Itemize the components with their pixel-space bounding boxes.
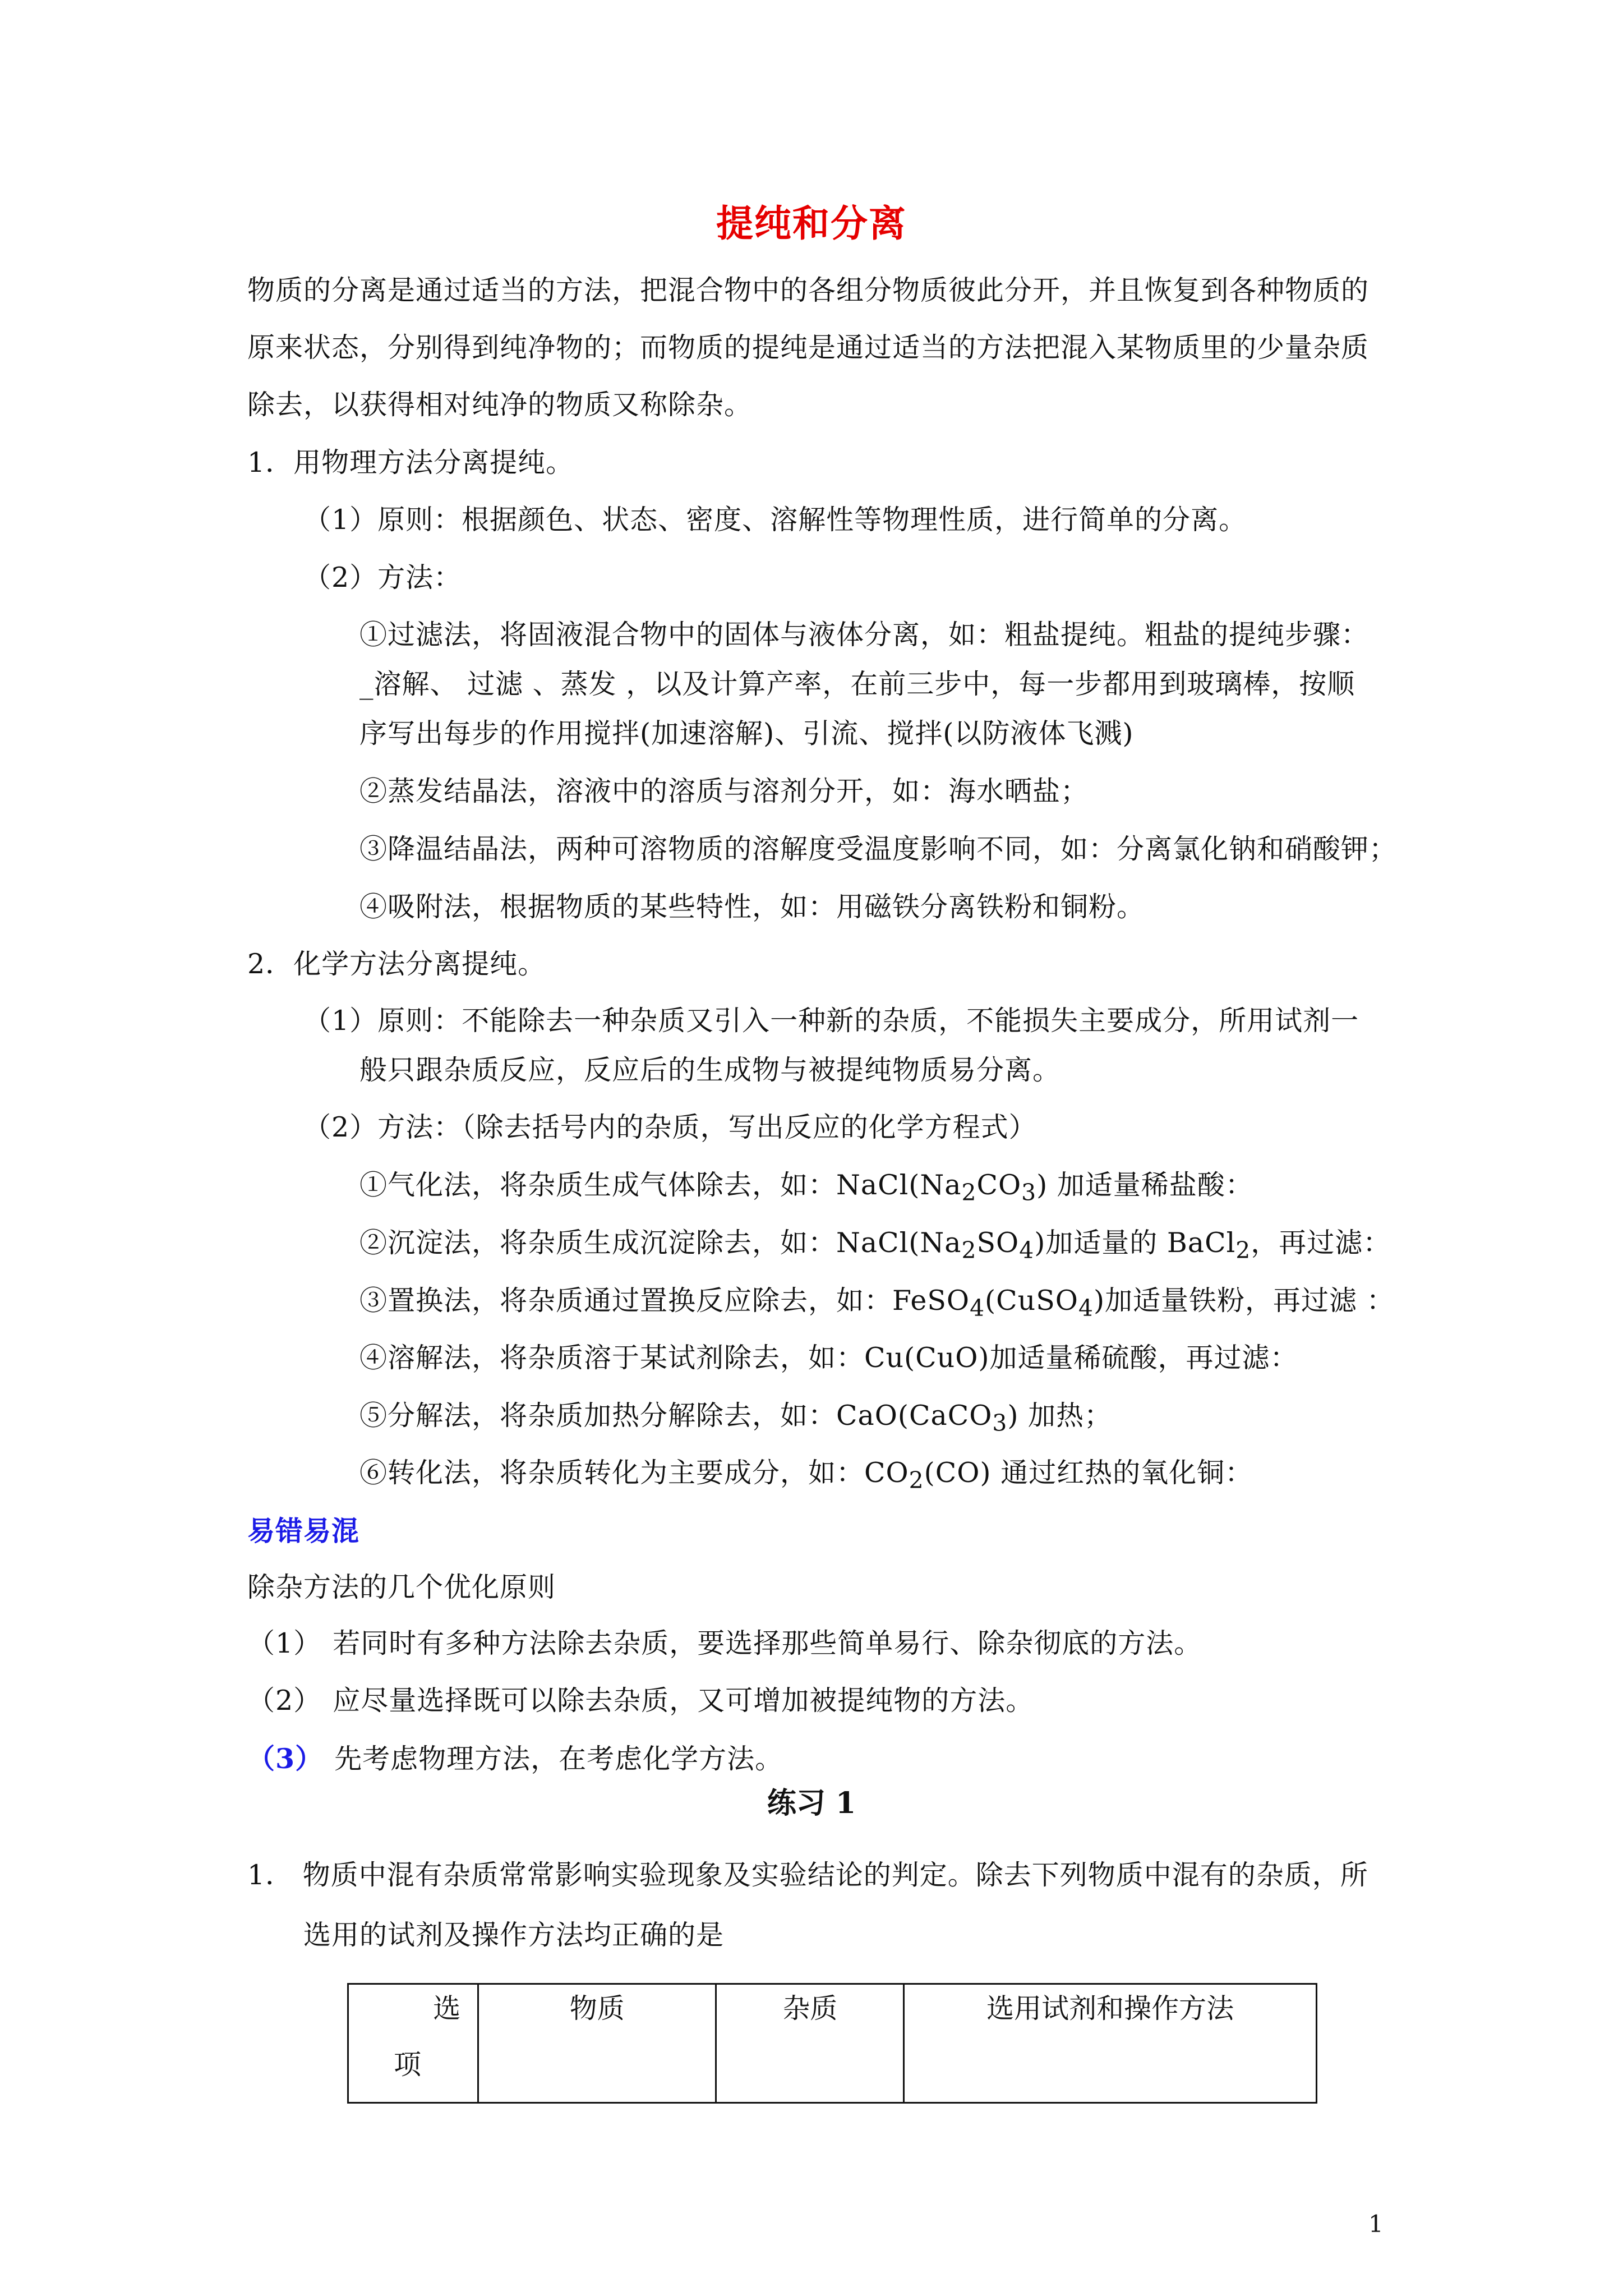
intro-line: 除去，以获得相对纯净的物质又称除杂。 (247, 389, 753, 421)
mistakes-subheading: 除杂方法的几个优化原则 (247, 1571, 556, 1603)
question-text: 1． 物质中混有杂质常常影响实验现象及实验结论的判定。除去下列物质中混有的杂质，所 (247, 1859, 1368, 1891)
table-header-cell: 杂质 (716, 1984, 904, 2103)
method-line: ③降温结晶法，两种可溶物质的溶解度受温度影响不同，如：分离氯化钠和硝酸钾； (359, 833, 1398, 865)
exercise-heading: 练习 1 (767, 1786, 856, 1820)
principle-text: （1）原则：不能除去一种杂质又引入一种新的杂质，不能损失主要成分，所用试剂一 (303, 1005, 1359, 1037)
table-header-cell: 选用试剂和操作方法 (904, 1984, 1317, 2103)
method-line: ②沉淀法，将杂质生成沉淀除去，如：$NaCl(Na_2SO_4)$加适量的 BaCl$_2$，再过滤： (359, 1227, 1391, 1264)
method-line: ①气化法，将杂质生成气体除去，如：$NaCl(Na_2CO_3)$ 加适量稀盐酸： (359, 1169, 1253, 1206)
intro-line: 原来状态，分别得到纯净物的；而物质的提纯是通过适当的方法把混入某物质里的少量杂质 (247, 332, 1370, 364)
rule-item: （3） 先考虑物理方法，在考虑化学方法。 (247, 1742, 783, 1775)
method-label: （2）方法：（除去括号内的杂质，写出反应的化学方程式） (303, 1111, 1037, 1143)
method-line: ①过滤法，将固液混合物中的固体与液体分离，如：粗盐提纯。粗盐的提纯步骤： (359, 619, 1370, 651)
table-row (348, 1984, 1317, 2103)
principle-text: 般只跟杂质反应，反应后的生成物与被提纯物质易分离。 (359, 1054, 1061, 1086)
options-table (347, 1983, 1317, 2104)
method-line: ⑥转化法，将杂质转化为主要成分，如：$CO_2(CO)$ 通过红热的氧化铜： (359, 1457, 1253, 1494)
method-label: （2）方法： (303, 562, 462, 593)
method-line: ④吸附法，根据物质的某些特性，如：用磁铁分离铁粉和铜粉。 (359, 891, 1145, 923)
page-title: 提纯和分离 (716, 201, 907, 245)
rule-item: （2） 应尽量选择既可以除去杂质，又可增加被提纯物的方法。 (247, 1685, 1034, 1717)
mistakes-heading: 易错易混 (247, 1515, 360, 1547)
method-line: ③置换法，将杂质通过置换反应除去，如：FeSO$_4$(CuSO$_4$)加适量铁粉，再过滤 ： (359, 1285, 1395, 1322)
method-line: ④溶解法，将杂质溶于某试剂除去，如：Cu(CuO)加适量稀硫酸，再过滤： (359, 1342, 1298, 1374)
table-header-cell: 物质 (478, 1984, 716, 2103)
method-line: 序写出每步的作用搅拌(加速溶解)、引流、搅拌(以防液体飞溅) (359, 717, 1134, 749)
intro-line: 物质的分离是通过适当的方法，把混合物中的各组分物质彼此分开，并且恢复到各种物质的 (247, 274, 1370, 306)
section-heading: 1．用物理方法分离提纯。 (247, 447, 574, 478)
question-text: 选用的试剂及操作方法均正确的是 (303, 1919, 725, 1951)
method-line: ②蒸发结晶法，溶液中的溶质与溶剂分开，如：海水晒盐； (359, 775, 1089, 807)
section-heading: 2．化学方法分离提纯。 (247, 948, 546, 980)
method-line: _溶解、 过滤 、蒸发 ，以及计算产率，在前三步中，每一步都用到玻璃棒，按顺 (359, 668, 1355, 700)
method-line: ⑤分解法，将杂质加热分解除去，如：CaO(CaCO$_3$) 加热； (359, 1400, 1113, 1437)
page-number: 1 (1368, 2210, 1384, 2238)
rule-item: （1） 若同时有多种方法除去杂质，要选择那些简单易行、除杂彻底的方法。 (247, 1627, 1202, 1659)
principle-text: （1）原则：根据颜色、状态、密度、溶解性等物理性质，进行简单的分离。 (303, 504, 1247, 536)
table-header-cell: 选 项 (348, 1984, 478, 2103)
